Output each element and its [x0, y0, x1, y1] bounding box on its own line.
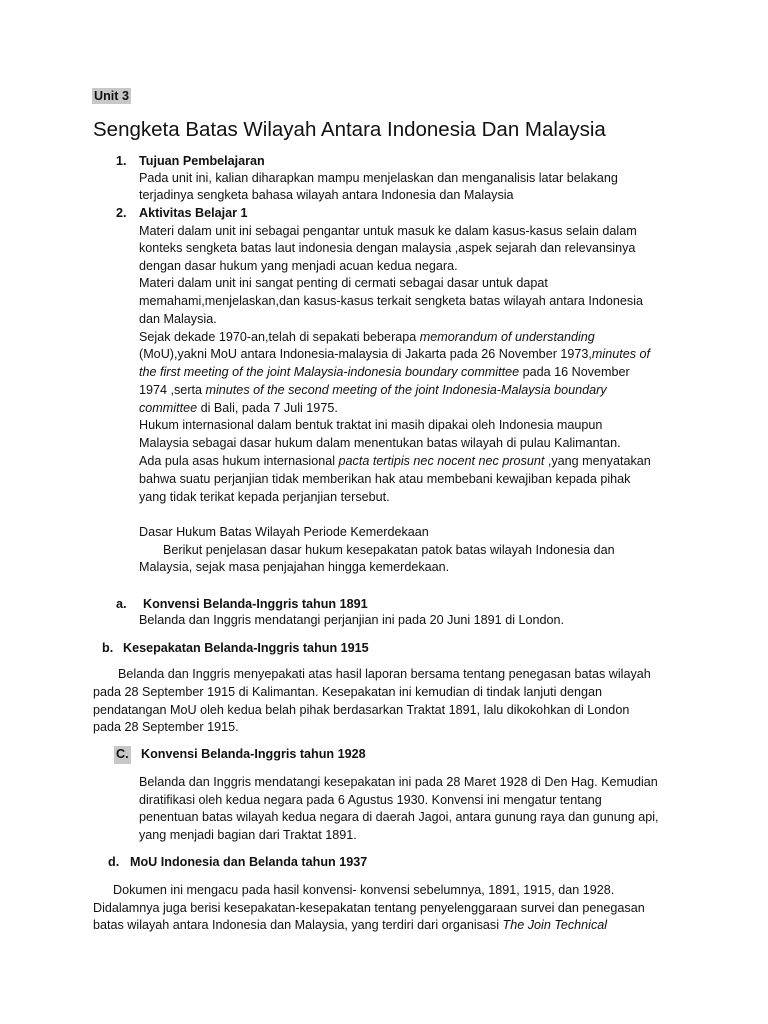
item-b-line: pada 28 September 1915 di Kalimantan. Kesepakatan ini kemudian di tindak lanjuti dengan	[93, 685, 603, 699]
item-c-heading: Konvensi Belanda-Inggris tahun 1928	[141, 747, 366, 761]
item-a-heading: Konvensi Belanda-Inggris tahun 1891	[143, 597, 368, 611]
item-b-line: Belanda dan Inggris menyepakati atas hasil laporan bersama tentang penegasan batas wilayah	[118, 667, 651, 681]
mou-text: 1974 ,serta	[139, 383, 206, 397]
mou-paragraph-line	[139, 400, 338, 418]
item-d-line: Dokumen ini mengacu pada hasil konvensi- konvensi sebelumnya, 1891, 1915, dan 1928.	[113, 883, 615, 897]
item-b-label: b.	[102, 641, 114, 655]
mou-italic-text: minutes of	[591, 347, 651, 361]
item-d-line: Didalamnya juga berisi kesepakatan-kesepakatan tentang penyelenggaraan survei dan penegasan	[93, 901, 645, 915]
item-b-heading: Kesepakatan Belanda-Inggris tahun 1915	[123, 641, 369, 655]
asas-paragraph-line: bahwa suatu perjanjian tidak memberikan hak atau membebani kewajiban kepada pihak	[139, 472, 631, 486]
mou-italic-text: the first meeting of the joint Malaysia-indonesia boundary committee	[139, 365, 520, 379]
item-b-line: pada 28 September 1915.	[93, 720, 239, 734]
asas-paragraph-line	[139, 453, 651, 471]
item-c-line: diratifikasi oleh kedua negara pada 6 Agustus 1930. Konvensi ini mengatur tentang	[139, 793, 602, 807]
section-2-heading: Aktivitas Belajar 1	[139, 206, 248, 220]
mou-paragraph-line	[139, 382, 607, 400]
hukum-paragraph-line: Hukum internasional dalam bentuk traktat ini masih dipakai oleh Indonesia maupun	[139, 418, 603, 432]
item-b-line: pendatangan MoU oleh kedua belah pihak berdasarkan Traktat 1891, lalu dikokohkan di London	[93, 703, 630, 717]
asas-italic-text: pacta tertipis nec nocent nec prosunt	[338, 454, 545, 468]
item-a-label: a.	[116, 597, 127, 611]
section-1-line: terjadinya sengketa bahasa wilayah antara Indonesia dan Malaysia	[139, 188, 514, 202]
mou-paragraph-line	[139, 329, 595, 347]
section-2-line: Materi dalam unit ini sebagai pengantar untuk masuk ke dalam kasus-kasus selain dalam	[139, 224, 637, 238]
unit-label: Unit 3	[94, 89, 129, 103]
dasar-hukum-heading: Dasar Hukum Batas Wilayah Periode Kemerdekaan	[139, 525, 429, 539]
section-1-line: Pada unit ini, kalian diharapkan mampu menjelaskan dan menganalisis latar belakang	[139, 171, 618, 185]
item-c-line: Belanda dan Inggris mendatangi kesepakatan ini pada 28 Maret 1928 di Den Hag. Kemudian	[139, 775, 658, 789]
mou-paragraph-line	[139, 346, 650, 364]
section-2-line: dan Malaysia.	[139, 312, 217, 326]
mou-text: pada 16 November	[519, 365, 630, 379]
item-a-text: Belanda dan Inggris mendatangi perjanjian ini pada 20 Juni 1891 di London.	[139, 613, 565, 627]
item-c-line: yang menjadi bagian dari Traktat 1891.	[139, 828, 357, 842]
mou-text: (MoU),yakni MoU antara Indonesia-malaysia di Jakarta pada 26 November 1973,	[139, 347, 592, 361]
dasar-hukum-line: Malaysia, sejak masa penjajahan hingga kemerdekaan.	[139, 560, 450, 574]
hukum-paragraph-line: Malaysia sebagai dasar hukum dalam menentukan batas wilayah di pulau Kalimantan.	[139, 436, 621, 450]
asas-text: Ada pula asas hukum internasional	[139, 454, 339, 468]
section-1-heading: Tujuan Pembelajaran	[139, 154, 265, 168]
asas-text: ,yang menyatakan	[544, 454, 651, 468]
mou-italic-text: minutes of the second meeting of the joint Indonesia-Malaysia boundary	[205, 383, 607, 397]
mou-paragraph-line	[139, 364, 630, 382]
item-d-heading: MoU Indonesia dan Belanda tahun 1937	[130, 855, 368, 869]
section-2-line: memahami,menjelaskan,dan kasus-kasus terkait sengketa batas wilayah antara Indonesia	[139, 294, 644, 308]
item-d-line	[93, 917, 607, 935]
section-1-number: 1.	[116, 154, 127, 168]
document-title: Sengketa Batas Wilayah Antara Indonesia Dan Malaysia	[93, 118, 606, 141]
section-2-line: dengan dasar hukum yang menjadi acuan kedua negara.	[139, 259, 458, 273]
item-c-label: C.	[114, 746, 131, 764]
section-2-line: konteks sengketa batas laut indonesia dengan malaysia ,aspek sejarah dan relevansinya	[139, 241, 636, 255]
section-2-line: Materi dalam unit ini sangat penting di cermati sebagai dasar untuk dapat	[139, 276, 548, 290]
mou-text: Sejak dekade 1970-an,telah di sepakati beberapa	[139, 330, 420, 344]
item-d-label: d.	[108, 855, 120, 869]
dasar-hukum-line: Berikut penjelasan dasar hukum kesepakatan patok batas wilayah Indonesia dan	[163, 543, 615, 557]
mou-italic-text: committee	[139, 401, 198, 415]
mou-text: di Bali, pada 7 Juli 1975.	[197, 401, 338, 415]
section-2-number: 2.	[116, 206, 127, 220]
item-d-italic-text: The Join Technical	[502, 918, 608, 932]
asas-paragraph-line: yang tidak terikat kepada perjanjian tersebut.	[139, 490, 390, 504]
item-c-line: penentuan batas wilayah kedua negara di daerah Jagoi, antara gunung raya dan gunung api,	[139, 810, 659, 824]
item-d-text: batas wilayah antara Indonesia dan Malaysia, yang terdiri dari organisasi	[93, 918, 503, 932]
mou-italic-text: memorandum of understanding	[419, 330, 595, 344]
